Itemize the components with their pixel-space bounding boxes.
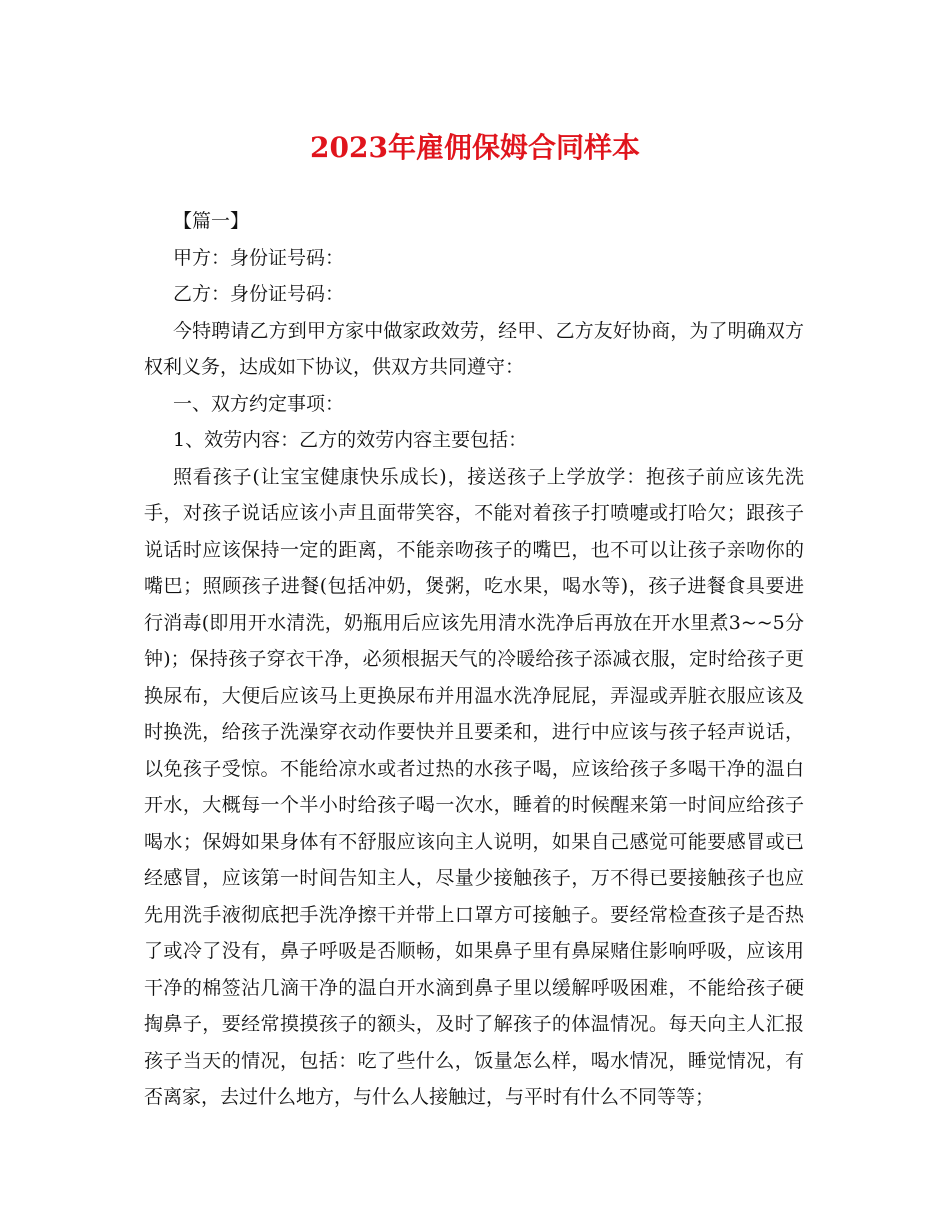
document-body (144, 203, 804, 1116)
section-label: 【篇一】 (173, 210, 250, 232)
party-b-line: 乙方：身份证号码： (173, 283, 345, 305)
body-paragraph-childcare: 照看孩子(让宝宝健康快乐成长)，接送孩子上学放学：抱孩子前应该先洗手，对孩子说话应该小声且面带笑容，不能对着孩子打喷嚏或打哈欠；跟孩子说话时应该保持一定的距离，不能亲吻孩子的嘴巴，也不可以让孩子亲吻你的嘴巴；照顾孩子进餐(包括冲奶，煲粥，吃水果，喝水等)，孩子进餐食具要进行消毒(即用开水清洗，奶瓶用后应该先用清水洗净后再放在开水里煮3~~5分钟)；保持孩子穿衣干净，必须根据天气的冷暖给孩子添减衣服，定时给孩子更换尿布，大便后应该马上更换尿布并用温水洗净屁屁，弄湿或弄脏衣服应该及时换洗，给孩子洗澡穿衣动作要快并且要柔和，进行中应该与孩子轻声说话，以免孩子受惊。不能给凉水或者过热的水孩子喝，应该给孩子多喝干净的温白开水，大概每一个半小时给孩子喝一次水，睡着的时候醒来第一时间应给孩子喝水；保姆如果身体有不舒服应该向主人说明，如果自己感觉可能要感冒或已经感冒，应该第一时间告知主人，尽量少接触孩子，万不得已要接触孩子也应先用洗手液彻底把手洗净擦干并带上口罩方可接触子。要经常检查孩子是否热了或冷了没有，鼻子呼吸是否顺畅，如果鼻子里有鼻屎赌住影响呼吸，应该用干净的棉签沾几滴干净的温白开水滴到鼻子里以缓解呼吸困难，不能给孩子硬掏鼻子，要经常摸摸孩子的额头，及时了解孩子的体温情况。每天向主人汇报孩子当天的情况，包括：吃了些什么，饭量怎么样，喝水情况，睡觉情况，有否离家，去过什么地方，与什么人接触过，与平时有什么不同等等； (144, 465, 804, 1108)
party-a-line: 甲方：身份证号码： (173, 246, 345, 269)
document-title: 2023年雇佣保姆合同样本 (310, 131, 640, 164)
item-service-content: 1、效劳内容：乙方的效劳内容主要包括： (173, 429, 528, 451)
heading-agreed-items: 一、双方约定事项： (173, 392, 345, 415)
intro-paragraph: 今特聘请乙方到甲方家中做家政效劳，经甲、乙方友好协商，为了明确双方权利义务，达成如下协议，供双方共同遵守： (144, 319, 804, 378)
